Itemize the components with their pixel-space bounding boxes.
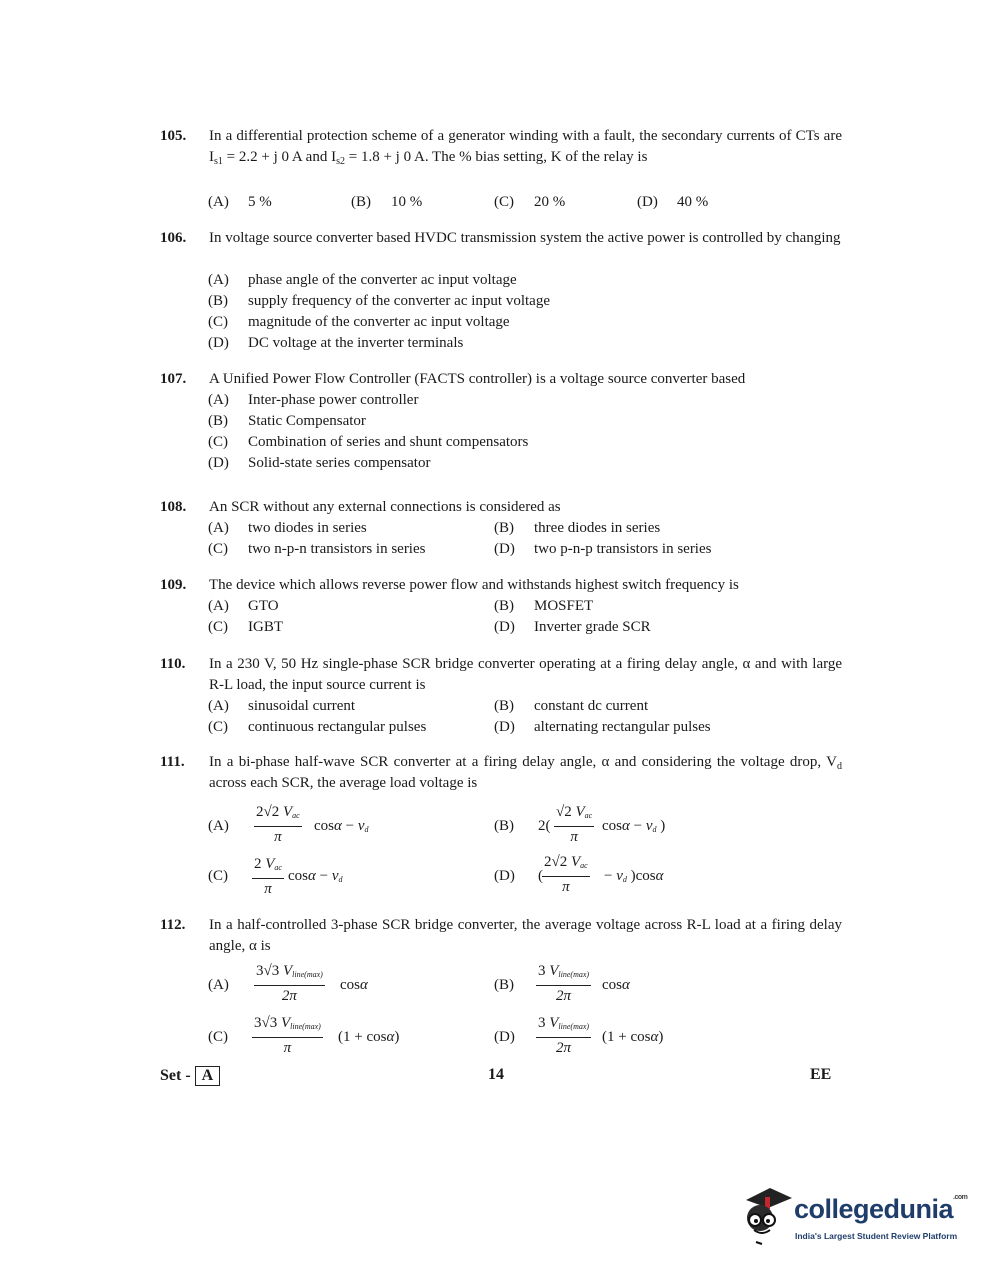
option-a: (A) Inter-phase power controller: [208, 392, 419, 408]
set-box: A: [195, 1066, 221, 1086]
option-a: (A) GTO: [208, 598, 279, 614]
option-c: (C) 20 %: [494, 194, 566, 210]
option-a-label: (A): [208, 977, 229, 993]
option-c-expression: cosα − vd: [288, 868, 343, 884]
question-text: In a half-controlled 3-phase SCR bridge converter, the average voltage across R-L load at a firing delay angle, α is: [209, 917, 842, 954]
question-110: [160, 654, 842, 740]
option-c-expression: (1 + cosα): [338, 1029, 400, 1045]
option-b: (B) Static Compensator: [208, 413, 366, 429]
question-108: [160, 497, 842, 563]
question-text: In a differential protection scheme of a generator winding with a fault, the secondary currents of CTs are $I_{s1} = 2.2 + j$ 0 A and $I_{s2} = 1.8 + j$ 0 A. The % bias setting, K of the relay is: [209, 128, 842, 167]
option-d: (D) alternating rectangular pulses: [494, 719, 711, 735]
option-a-expression: cosα: [340, 977, 368, 993]
option-c: (C) IGBT: [208, 619, 283, 635]
option-b-expression: cosα − vd ): [602, 818, 666, 834]
question-105: [160, 126, 842, 216]
option-a-expression: cosα − vd: [314, 818, 369, 834]
option-d-open: (: [538, 868, 543, 884]
question-number: 108.: [160, 499, 187, 515]
page-number: 14: [488, 1066, 504, 1083]
logo-text: collegedunia$^{.com}$: [794, 1194, 968, 1224]
question-107: [160, 369, 842, 477]
option-c: (C) magnitude of the converter ac input voltage: [208, 314, 510, 330]
question-number: 107.: [160, 371, 187, 387]
question-text: A Unified Power Flow Controller (FACTS controller) is a voltage source converter based: [209, 371, 746, 387]
question-text: In a 230 V, 50 Hz single-phase SCR bridge converter operating at a firing delay angle, α and with large R-L load, the input source current is: [209, 656, 842, 693]
option-d: (D) 40 %: [637, 194, 709, 210]
option-c: (C) two n-p-n transistors in series: [208, 541, 426, 557]
question-number: 112.: [160, 917, 186, 933]
option-a: (A) phase angle of the converter ac input voltage: [208, 272, 517, 288]
option-d-label: (D): [494, 1029, 515, 1045]
option-d: (D) two p-n-p transistors in series: [494, 541, 712, 557]
option-d: (D) Solid-state series compensator: [208, 455, 431, 471]
set-indicator: Set - A: [160, 1066, 220, 1086]
question-text: In a bi-phase half-wave SCR converter at a firing delay angle, α and considering the voltage drop, $V_d$ across each SCR, the average load voltage is: [209, 754, 842, 791]
question-112: [160, 915, 842, 1065]
question-text: An SCR without any external connections is considered as: [209, 499, 561, 515]
option-c-fraction: 3√3 Vline(max) π: [252, 1013, 323, 1059]
option-d-label: (D): [494, 868, 515, 884]
question-number: 109.: [160, 577, 187, 593]
option-a: (A) 5 %: [208, 194, 272, 210]
option-d-expression: − vd )cosα: [604, 868, 664, 884]
option-a-fraction: 3√3 Vline(max) 2π: [254, 961, 325, 1007]
question-number: 110.: [160, 656, 186, 672]
question-number: 106.: [160, 230, 187, 246]
option-c-fraction: 2 Vac π: [252, 854, 284, 900]
option-c-label: (C): [208, 868, 228, 884]
question-109: [160, 575, 842, 641]
question-number: 111.: [160, 754, 185, 770]
option-d-fraction: 2√2 Vac π: [542, 852, 590, 898]
question-text: The device which allows reverse power flow and withstands highest switch frequency is: [209, 577, 739, 593]
option-b-open: 2(: [538, 818, 551, 834]
option-b: (B) three diodes in series: [494, 520, 661, 536]
option-b: (B) 10 %: [351, 194, 423, 210]
option-b-label: (B): [494, 977, 514, 993]
collegedunia-logo: [738, 1184, 968, 1254]
option-b: (B) MOSFET: [494, 598, 594, 614]
option-d-fraction: 3 Vline(max) 2π: [536, 1013, 591, 1059]
option-b-fraction: √2 Vac π: [554, 802, 594, 848]
option-b: (B) supply frequency of the converter ac input voltage: [208, 293, 550, 309]
option-b-expression: cosα: [602, 977, 630, 993]
option-c: (C) continuous rectangular pulses: [208, 719, 427, 735]
option-b-fraction: 3 Vline(max) 2π: [536, 961, 591, 1007]
option-a-label: (A): [208, 818, 229, 834]
logo-tagline: India's Largest Student Review Platform: [795, 1231, 958, 1241]
option-c-label: (C): [208, 1029, 228, 1045]
mascot-icon: [738, 1184, 794, 1254]
question-text: In voltage source converter based HVDC transmission system the active power is controlled by changing: [209, 230, 841, 246]
subject-code: EE: [810, 1066, 832, 1083]
option-a: (A) sinusoidal current: [208, 698, 356, 714]
option-d: (D) Inverter grade SCR: [494, 619, 651, 635]
question-number: 105.: [160, 128, 187, 144]
option-d: (D) DC voltage at the inverter terminals: [208, 335, 464, 351]
option-a-fraction: 2√2 Vac π: [254, 802, 302, 848]
option-c: (C) Combination of series and shunt compensators: [208, 434, 529, 450]
option-a: (A) two diodes in series: [208, 520, 367, 536]
question-111: [160, 752, 842, 902]
option-b-label: (B): [494, 818, 514, 834]
question-106: [160, 228, 842, 356]
option-b: (B) constant dc current: [494, 698, 649, 714]
option-d-expression: (1 + cosα): [602, 1029, 664, 1045]
